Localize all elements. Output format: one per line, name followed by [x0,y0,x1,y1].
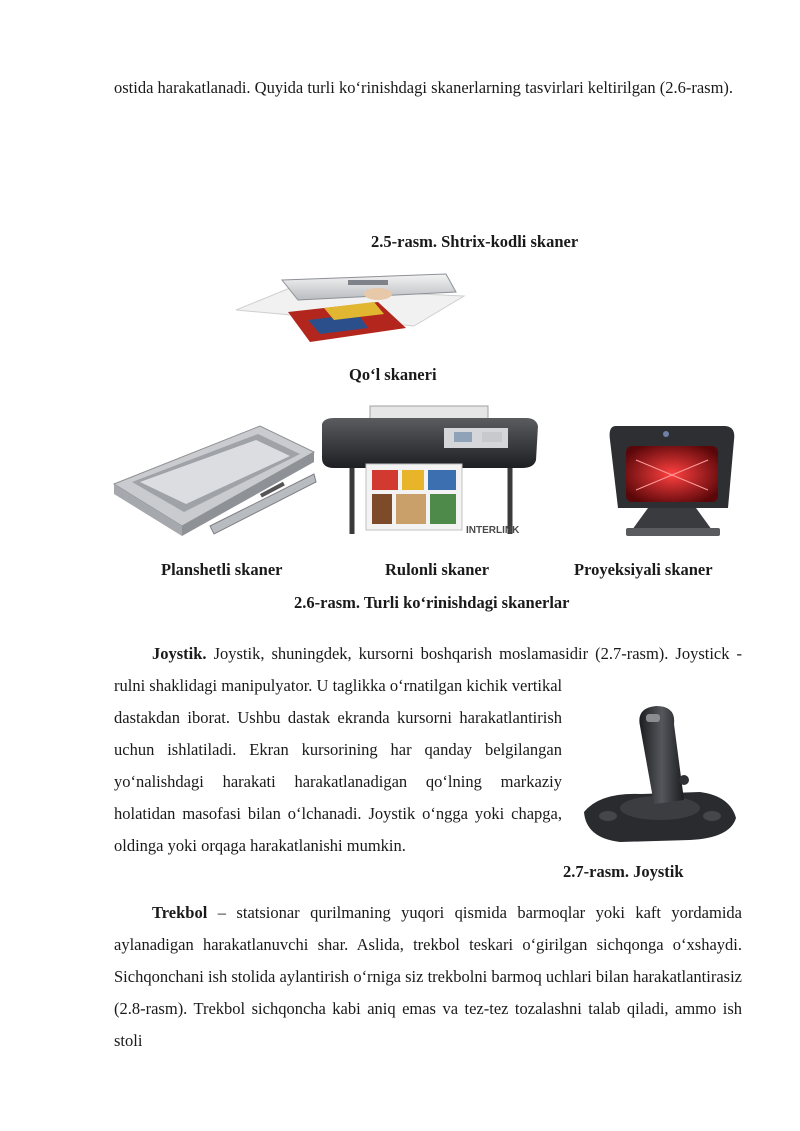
roll-scanner-image [314,402,544,542]
flatbed-scanner-label: Planshetli skaner [161,560,283,579]
joystick-paragraph-wrapped: dastakdan iborat. Ushbu dastak ekranda kursorni harakatlantirish uchun ishlatiladi. Ekran kursorining har qanday belgilangan yo‘nalishdagi harakati harakatlanadigan qo‘lning markaziy holatidan masofasi bilan o‘lchanadi. Joystik o‘ngga yoki chapga, oldinga yoki orqaga harakatlanishi mumkin. [114,708,562,855]
projection-scanner-label: Proyeksiyali skaner [574,560,713,579]
intro-paragraph: ostida harakatlanadi. Quyida turli ko‘rinishdagi skanerlarning tasvirlari keltirilgan (2.6-rasm). [114,78,734,97]
projection-scanner-image [596,420,746,542]
plotter-brand-text: INTERLINK [466,525,520,536]
figure-2-5-caption: 2.5-rasm. Shtrix-kodli skaner [371,232,579,251]
trackball-paragraph: Trekbol – statsionar qurilmaning yuqori qismida barmoqlar yoki kaft yordamida aylanadigan harakatlanuvchi shar. Aslida, trekbol teskari o‘girilgan sichqonga o‘xshaydi. Sichqonchani ish stolida aylantirish o‘rniga siz trekbolni barmoq uchlari bilan harakatlantirasiz (2.8-rasm). Trekbol sichqoncha kabi aniq emas va tez-tez tozalashni talab qiladi, ammo ish stoli [114,903,742,1050]
trackball-term: Trekbol [152,903,208,922]
hand-scanner-image [228,268,468,346]
figure-2-7-caption: 2.7-rasm. Joystik [563,862,684,881]
flatbed-scanner-image [110,422,320,540]
roll-scanner-label: Rulonli skaner [385,560,490,579]
joystick-paragraph-intro: Joystik. Joystik, shuningdek, kursorni boshqarish moslamasidir (2.7-rasm). Joystick - rulni shaklidagi manipulyator. U taglikka o‘rnatilgan kichik vertikal [114,644,742,695]
joystick-image [580,700,740,848]
joystick-term: Joystik. [152,644,207,663]
hand-scanner-label: Qo‘l skaneri [349,365,437,384]
figure-2-6-caption: 2.6-rasm. Turli ko‘rinishdagi skanerlar [294,593,570,612]
